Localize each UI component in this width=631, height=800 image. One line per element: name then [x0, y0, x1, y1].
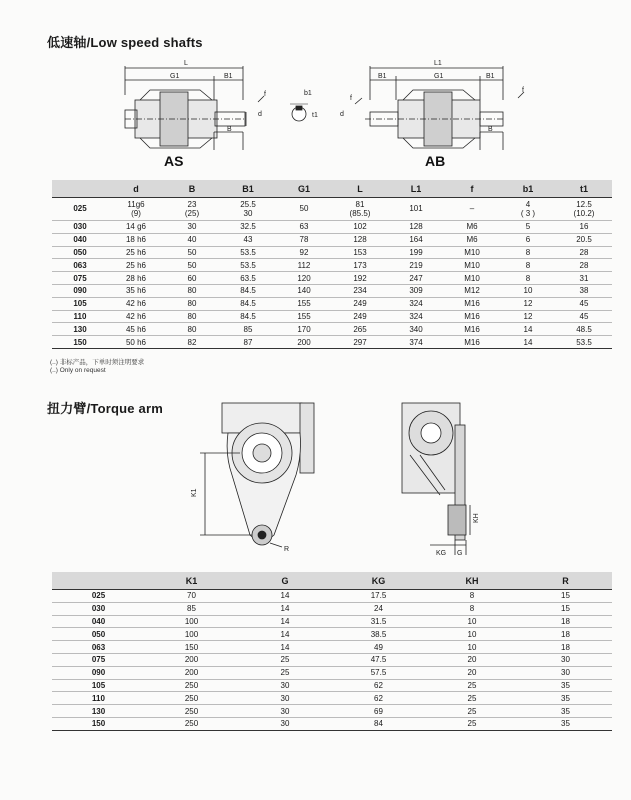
- table-header-cell: L: [332, 180, 388, 198]
- table-cell: 18: [519, 615, 612, 628]
- table-cell: 150: [145, 641, 238, 654]
- table-cell: 30: [238, 717, 332, 730]
- table-cell: 78: [276, 233, 332, 246]
- model-cell: 063: [52, 641, 145, 654]
- table-cell: 82: [164, 336, 220, 349]
- table-cell: 15: [519, 602, 612, 615]
- table-cell: 28: [556, 259, 612, 272]
- table-cell: 140: [276, 284, 332, 297]
- table-header-cell: L1: [388, 180, 444, 198]
- note-cn: (..) 非标产品，下单时须注明要求: [50, 359, 145, 366]
- table-cell: 80: [164, 297, 220, 310]
- table-cell: 87: [220, 336, 276, 349]
- table-cell: 100: [145, 628, 238, 641]
- dim-b1-label: b1: [304, 90, 312, 97]
- table-header-cell: KH: [425, 572, 519, 590]
- table-cell: M10: [444, 246, 500, 259]
- table-cell: 14: [500, 323, 556, 336]
- model-cell: 030: [52, 602, 145, 615]
- table-header-cell: b1: [500, 180, 556, 198]
- table-header-cell: B1: [220, 180, 276, 198]
- dim-G1-ab-label: G1: [434, 73, 444, 80]
- table-row: [52, 717, 612, 730]
- table-cell: 50 h6: [108, 336, 164, 349]
- table-cell: M16: [444, 297, 500, 310]
- table-cell: 249: [332, 297, 388, 310]
- table-cell: 53.5: [220, 246, 276, 259]
- table-cell: 28 h6: [108, 272, 164, 285]
- table-row: [52, 666, 612, 679]
- model-cell: 090: [52, 284, 108, 297]
- table-cell: 62: [332, 679, 425, 692]
- table-row: [52, 221, 612, 234]
- table-cell: 63: [276, 221, 332, 234]
- table-cell: 25: [425, 679, 519, 692]
- table-row: [52, 310, 612, 323]
- table-cell: 15: [519, 590, 612, 603]
- model-cell: 130: [52, 323, 108, 336]
- table-row: [52, 284, 612, 297]
- model-cell: 025: [52, 198, 108, 221]
- low-speed-shafts-diagram: [0, 0, 631, 172]
- table-row: [52, 602, 612, 615]
- table-cell: 16: [556, 221, 612, 234]
- table-cell: 25.5 30: [220, 198, 276, 221]
- table-cell: 45 h6: [108, 323, 164, 336]
- table-cell: 50: [276, 198, 332, 221]
- table-cell: 25: [425, 717, 519, 730]
- table-cell: M16: [444, 336, 500, 349]
- table-cell: 69: [332, 705, 425, 718]
- table-header-cell: [52, 572, 145, 590]
- table-cell: 45: [556, 297, 612, 310]
- dim-KG-label: KG: [436, 550, 447, 557]
- model-cell: 050: [52, 628, 145, 641]
- table-cell: 18: [519, 628, 612, 641]
- table-cell: 23 (25): [164, 198, 220, 221]
- table-cell: 30: [164, 221, 220, 234]
- dim-B-label: B: [227, 126, 232, 133]
- table-cell: 30: [519, 666, 612, 679]
- dim-B-ab-label: B: [488, 126, 493, 133]
- table-row: [52, 628, 612, 641]
- model-cell: 040: [52, 233, 108, 246]
- table-cell: 43: [220, 233, 276, 246]
- table-cell: 49: [332, 641, 425, 654]
- table-cell: 101: [388, 198, 444, 221]
- table-row: [52, 233, 612, 246]
- dim-K1-label: K1: [191, 488, 198, 497]
- table-cell: M10: [444, 272, 500, 285]
- table-cell: 324: [388, 310, 444, 323]
- dim-B1-label: B1: [224, 73, 233, 80]
- table-row: [52, 323, 612, 336]
- table-cell: 12: [500, 297, 556, 310]
- table-cell: 85: [145, 602, 238, 615]
- ab-label: AB: [425, 153, 446, 169]
- table-row: [52, 246, 612, 259]
- table-header-cell: R: [519, 572, 612, 590]
- table-cell: 63.5: [220, 272, 276, 285]
- table-cell: 234: [332, 284, 388, 297]
- table-cell: 247: [388, 272, 444, 285]
- dim-d-ab-label: d: [340, 111, 344, 118]
- table-header-cell: B: [164, 180, 220, 198]
- table-cell: 80: [164, 323, 220, 336]
- table-cell: 8: [500, 246, 556, 259]
- table-cell: 60: [164, 272, 220, 285]
- table-cell: 25 h6: [108, 246, 164, 259]
- model-cell: 130: [52, 705, 145, 718]
- table-cell: –: [444, 198, 500, 221]
- table-row: [52, 705, 612, 718]
- dim-f-label: f: [264, 91, 266, 98]
- dim-B1-left-label: B1: [378, 73, 387, 80]
- table-cell: 50: [164, 259, 220, 272]
- table-cell: 31: [556, 272, 612, 285]
- table-cell: 35 h6: [108, 284, 164, 297]
- dim-B1-right-label: B1: [486, 73, 495, 80]
- table-cell: 35: [519, 692, 612, 705]
- table-row: [52, 692, 612, 705]
- as-label: AS: [164, 153, 184, 169]
- table-cell: 250: [145, 705, 238, 718]
- table-cell: 30: [519, 653, 612, 666]
- dim-f-ab-right-label: f: [522, 87, 524, 94]
- table-cell: 164: [388, 233, 444, 246]
- table-cell: 30: [238, 705, 332, 718]
- table-row: [52, 259, 612, 272]
- table-cell: 8: [425, 590, 519, 603]
- table-cell: 8: [500, 272, 556, 285]
- table-cell: 297: [332, 336, 388, 349]
- table-row: [52, 198, 612, 221]
- table-cell: 30: [238, 679, 332, 692]
- table-cell: 170: [276, 323, 332, 336]
- table-cell: 200: [276, 336, 332, 349]
- table-cell: 84.5: [220, 284, 276, 297]
- dim-G-label: G: [457, 550, 463, 557]
- table-row: [52, 272, 612, 285]
- section-title-low-speed-shafts: 低速轴/Low speed shafts: [47, 35, 203, 50]
- table-cell: 309: [388, 284, 444, 297]
- table-cell: 324: [388, 297, 444, 310]
- table-cell: 53.5: [556, 336, 612, 349]
- table-cell: 47.5: [332, 653, 425, 666]
- table-cell: 53.5: [220, 259, 276, 272]
- torque-arm-diagram: [0, 395, 631, 565]
- table-cell: 11g6 (9): [108, 198, 164, 221]
- table-cell: 31.5: [332, 615, 425, 628]
- section-title-torque-arm: 扭力臂/Torque arm: [47, 401, 163, 416]
- model-cell: 110: [52, 310, 108, 323]
- model-cell: 105: [52, 679, 145, 692]
- table-row: [52, 297, 612, 310]
- model-cell: 110: [52, 692, 145, 705]
- table-cell: M12: [444, 284, 500, 297]
- table-cell: 24: [332, 602, 425, 615]
- table-cell: 84.5: [220, 310, 276, 323]
- table-cell: 25: [425, 692, 519, 705]
- table-cell: M10: [444, 259, 500, 272]
- model-cell: 075: [52, 272, 108, 285]
- model-cell: 025: [52, 590, 145, 603]
- model-cell: 075: [52, 653, 145, 666]
- table-cell: 112: [276, 259, 332, 272]
- table-cell: 62: [332, 692, 425, 705]
- table-cell: 81 (85.5): [332, 198, 388, 221]
- table-cell: 100: [145, 615, 238, 628]
- table-cell: 14: [238, 590, 332, 603]
- table-cell: 102: [332, 221, 388, 234]
- table-cell: 84: [332, 717, 425, 730]
- table-row: [52, 590, 612, 603]
- table-cell: 48.5: [556, 323, 612, 336]
- note-en: (..) Only on request: [50, 367, 106, 374]
- table-cell: M6: [444, 221, 500, 234]
- table-header-cell: d: [108, 180, 164, 198]
- table-cell: 249: [332, 310, 388, 323]
- table-cell: 35: [519, 705, 612, 718]
- table-cell: 250: [145, 717, 238, 730]
- table-cell: 80: [164, 310, 220, 323]
- table-cell: 38.5: [332, 628, 425, 641]
- table-cell: 14: [500, 336, 556, 349]
- table-cell: 30: [238, 692, 332, 705]
- table-cell: 10: [500, 284, 556, 297]
- table-cell: 6: [500, 233, 556, 246]
- dim-L-label: L: [184, 60, 188, 67]
- table-cell: 35: [519, 679, 612, 692]
- table-row: [52, 615, 612, 628]
- model-cell: 105: [52, 297, 108, 310]
- dim-G1-label: G1: [170, 73, 180, 80]
- table-cell: 155: [276, 310, 332, 323]
- table-cell: 14: [238, 641, 332, 654]
- low-speed-shafts-table: [52, 180, 612, 349]
- table-cell: 173: [332, 259, 388, 272]
- table-cell: 25: [425, 705, 519, 718]
- table-header-cell: K1: [145, 572, 238, 590]
- model-cell: 090: [52, 666, 145, 679]
- table-cell: 17.5: [332, 590, 425, 603]
- dim-KH-label: KH: [473, 513, 480, 523]
- model-cell: 030: [52, 221, 108, 234]
- table-cell: 12.5 (10.2): [556, 198, 612, 221]
- table-cell: 38: [556, 284, 612, 297]
- table-cell: M16: [444, 323, 500, 336]
- table-cell: 265: [332, 323, 388, 336]
- dim-t1-label: t1: [312, 112, 318, 119]
- table-cell: 155: [276, 297, 332, 310]
- table-cell: 25: [238, 666, 332, 679]
- table-cell: 153: [332, 246, 388, 259]
- table-cell: 50: [164, 246, 220, 259]
- table-cell: 10: [425, 628, 519, 641]
- table-header-cell: KG: [332, 572, 425, 590]
- table-cell: 128: [332, 233, 388, 246]
- table-cell: 200: [145, 666, 238, 679]
- table-row: [52, 641, 612, 654]
- table-cell: 10: [425, 615, 519, 628]
- table-cell: 25: [238, 653, 332, 666]
- table-cell: M16: [444, 310, 500, 323]
- table-cell: 57.5: [332, 666, 425, 679]
- table-cell: 10: [425, 641, 519, 654]
- table-cell: 42 h6: [108, 297, 164, 310]
- table-cell: 250: [145, 692, 238, 705]
- table-row: [52, 336, 612, 349]
- table-cell: 92: [276, 246, 332, 259]
- table-header-cell: [52, 180, 108, 198]
- torque-arm-table: [52, 572, 612, 731]
- table-cell: 8: [500, 259, 556, 272]
- model-cell: 063: [52, 259, 108, 272]
- table-cell: 18 h6: [108, 233, 164, 246]
- table-cell: 14 g6: [108, 221, 164, 234]
- table-cell: 20: [425, 653, 519, 666]
- table-cell: 120: [276, 272, 332, 285]
- table-cell: 42 h6: [108, 310, 164, 323]
- table-cell: M6: [444, 233, 500, 246]
- table-cell: 14: [238, 628, 332, 641]
- table-row: [52, 679, 612, 692]
- table-header-cell: G1: [276, 180, 332, 198]
- table-cell: 85: [220, 323, 276, 336]
- table-cell: 14: [238, 615, 332, 628]
- table-cell: 219: [388, 259, 444, 272]
- table-cell: 32.5: [220, 221, 276, 234]
- table-cell: 12: [500, 310, 556, 323]
- model-cell: 050: [52, 246, 108, 259]
- table-cell: 340: [388, 323, 444, 336]
- table-cell: 28: [556, 246, 612, 259]
- table-row: [52, 653, 612, 666]
- table-cell: 70: [145, 590, 238, 603]
- table-cell: 128: [388, 221, 444, 234]
- table-cell: 8: [425, 602, 519, 615]
- table-cell: 20.5: [556, 233, 612, 246]
- model-cell: 150: [52, 336, 108, 349]
- table-cell: 4 ( 3 ): [500, 198, 556, 221]
- dim-R-label: R: [284, 546, 290, 553]
- dim-f-ab-left-label: f: [350, 95, 352, 102]
- table-cell: 45: [556, 310, 612, 323]
- table-cell: 25 h6: [108, 259, 164, 272]
- table-notes: [50, 359, 144, 375]
- table-cell: 192: [332, 272, 388, 285]
- table-cell: 5: [500, 221, 556, 234]
- table-cell: 250: [145, 679, 238, 692]
- table-cell: 35: [519, 717, 612, 730]
- table-header-cell: G: [238, 572, 332, 590]
- table-cell: 80: [164, 284, 220, 297]
- table-cell: 200: [145, 653, 238, 666]
- table-header-cell: f: [444, 180, 500, 198]
- model-cell: 150: [52, 717, 145, 730]
- table-cell: 40: [164, 233, 220, 246]
- model-cell: 040: [52, 615, 145, 628]
- table-cell: 199: [388, 246, 444, 259]
- table-cell: 18: [519, 641, 612, 654]
- table-cell: 84.5: [220, 297, 276, 310]
- table-cell: 14: [238, 602, 332, 615]
- table-header-cell: t1: [556, 180, 612, 198]
- dim-L1-label: L1: [434, 60, 442, 67]
- table-cell: 20: [425, 666, 519, 679]
- table-cell: 374: [388, 336, 444, 349]
- dim-d-label: d: [258, 111, 262, 118]
